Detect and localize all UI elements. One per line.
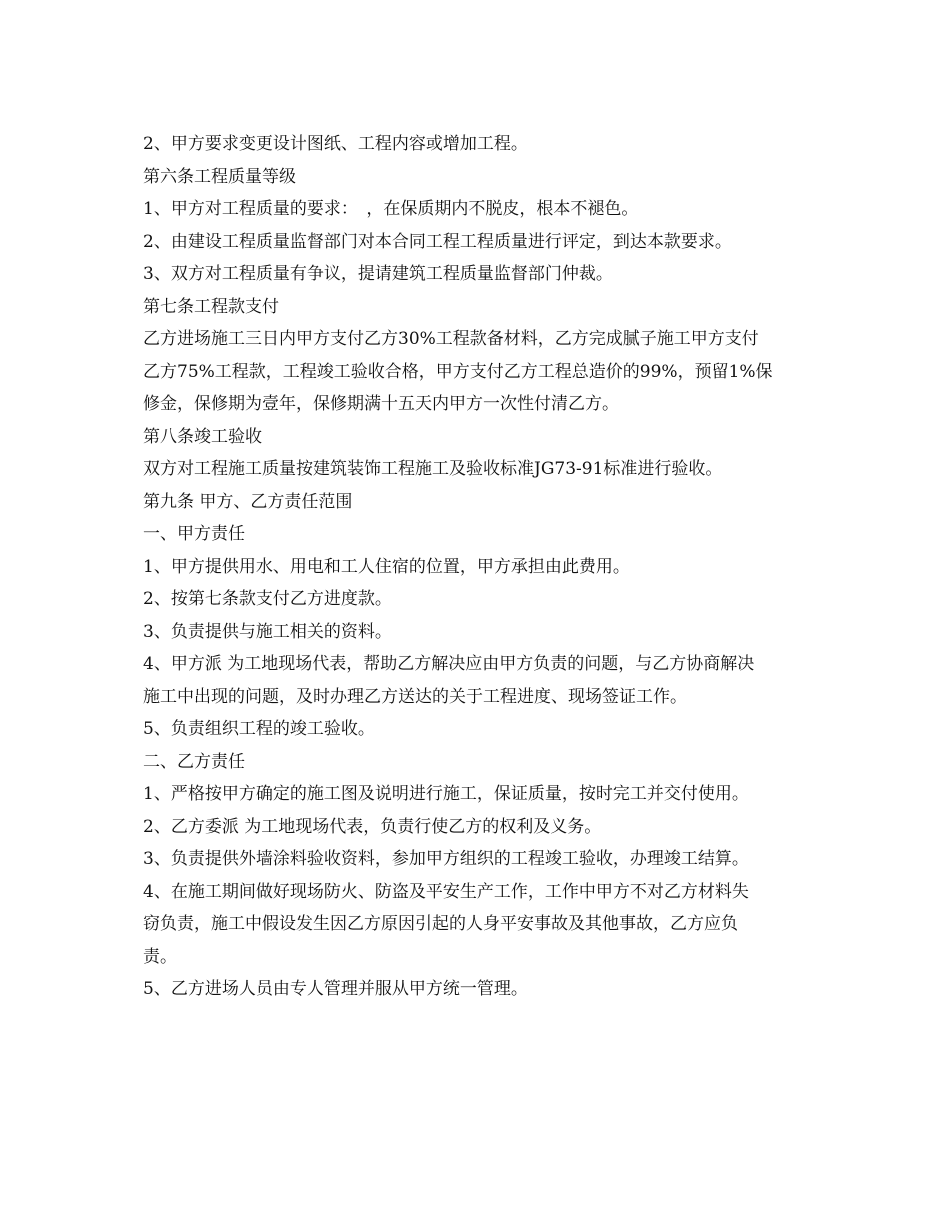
text-line: 2、按第七条款支付乙方进度款。 bbox=[143, 589, 392, 609]
text-line: 修金，保修期为壹年，保修期满十五天内甲方一次性付清乙方。 bbox=[143, 394, 619, 414]
text-line: 1、甲方对工程质量的要求： ，在保质期内不脱皮，根本不褪色。 bbox=[143, 199, 639, 219]
text-line: 3、负责提供外墙涂料验收资料，参加甲方组织的工程竣工验收，办理竣工结算。 bbox=[143, 849, 749, 869]
text-line: 窃负责，施工中假设发生因乙方原因引起的人身平安事故及其他事故，乙方应负 bbox=[143, 914, 738, 934]
text-line: 5、乙方进场人员由专人管理并服从甲方统一管理。 bbox=[143, 979, 528, 999]
document-body bbox=[143, 128, 813, 1006]
subsection-heading-party-b: 二、乙方责任 bbox=[143, 751, 245, 772]
text-line: 2、甲方要求变更设计图纸、工程内容或增加工程。 bbox=[143, 134, 528, 154]
text-line: 3、双方对工程质量有争议，提请建筑工程质量监督部门仲裁。 bbox=[143, 264, 613, 284]
text-line: 乙方进场施工三日内甲方支付乙方30%工程款备材料，乙方完成腻子施工甲方支付 bbox=[143, 329, 759, 349]
text-line: 2、乙方委派 为工地现场代表，负责行使乙方的权利及义务。 bbox=[143, 816, 602, 837]
subsection-heading-party-a: 一、甲方责任 bbox=[143, 524, 245, 544]
section-heading-6: 第六条工程质量等级 bbox=[143, 166, 296, 187]
text-line: 双方对工程施工质量按建筑装饰工程施工及验收标准JG73-91标准进行验收。 bbox=[143, 459, 723, 479]
text-line: 4、甲方派 为工地现场代表，帮助乙方解决应由甲方负责的问题，与乙方协商解决 bbox=[143, 654, 755, 674]
section-heading-7: 第七条工程款支付 bbox=[143, 296, 279, 317]
text-line: 施工中出现的问题，及时办理乙方送达的关于工程进度、现场签证工作。 bbox=[143, 686, 687, 707]
section-heading-9: 第九条 甲方、乙方责任范围 bbox=[143, 491, 353, 512]
text-line: 3、负责提供与施工相关的资料。 bbox=[143, 621, 392, 642]
text-line: 4、在施工期间做好现场防火、防盗及平安生产工作，工作中甲方不对乙方材料失 bbox=[143, 881, 749, 902]
text-line: 1、严格按甲方确定的施工图及说明进行施工，保证质量，按时完工并交付使用。 bbox=[143, 784, 749, 804]
text-line: 5、负责组织工程的竣工验收。 bbox=[143, 719, 375, 739]
text-line: 2、由建设工程质量监督部门对本合同工程工程质量进行评定，到达本款要求。 bbox=[143, 231, 732, 252]
text-line: 1、甲方提供用水、用电和工人住宿的位置，甲方承担由此费用。 bbox=[143, 556, 630, 577]
text-line: 责。 bbox=[143, 946, 177, 967]
section-heading-8: 第八条竣工验收 bbox=[143, 426, 262, 447]
text-line: 乙方75%工程款，工程竣工验收合格，甲方支付乙方工程总造价的99%，预留1%保 bbox=[143, 361, 773, 382]
